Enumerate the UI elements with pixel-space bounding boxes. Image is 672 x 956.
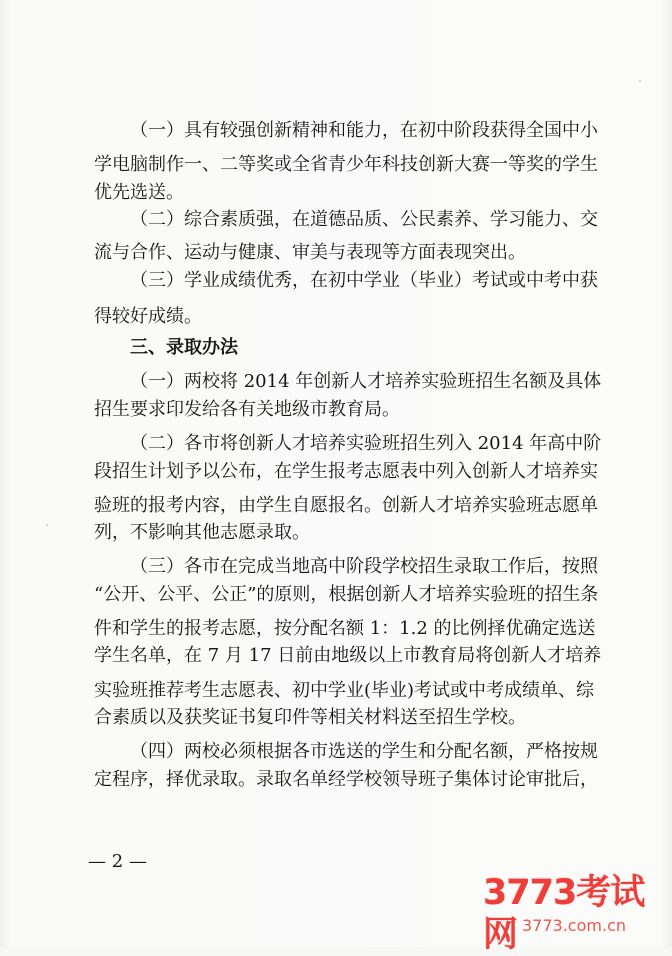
admission-paragraph-1-end: 招生要求印发给各有关地级市教育局。 xyxy=(94,399,400,420)
admission-paragraph-3-continued: “公开、公平、公正”的原则，根据创新人才培养实验班的招生条 xyxy=(94,584,599,605)
admission-paragraph-2-continued: 验班的报考内容，由学生自愿报名。创新人才培养实验班志愿单 xyxy=(94,495,598,516)
text-line xyxy=(0,302,672,332)
text-line xyxy=(0,178,672,208)
admission-paragraph-1: （一）两校将 2014 年创新人才培养实验班招生名额及具体 xyxy=(130,371,602,392)
text-line xyxy=(0,266,672,296)
paragraph-1-continued: 学电脑制作一、二等奖或全省青少年科技创新大赛一等奖的学生 xyxy=(94,154,598,175)
paragraph-2-continued: 流与合作、运动与健康、审美与表现等方面表现突出。 xyxy=(94,242,526,263)
paragraph-3: （三）学业成绩优秀，在初中学业（毕业）考试或中考中获 xyxy=(130,270,598,291)
admission-paragraph-3-continued: 实验班推荐考生志愿表、初中学业(毕业)考试或中考成绩单、综 xyxy=(94,680,595,701)
admission-paragraph-4-continued: 定程序，择优录取。录取名单经学校领导班子集体讨论审批后， xyxy=(94,769,598,790)
text-line xyxy=(0,614,672,644)
admission-paragraph-2-end: 列，不影响其他志愿录取。 xyxy=(94,522,310,543)
text-line xyxy=(0,457,672,487)
text-line xyxy=(0,116,672,146)
paragraph-1: （一）具有较强创新精神和能力，在初中阶段获得全国中小 xyxy=(130,120,598,141)
text-line xyxy=(0,641,672,671)
text-line xyxy=(0,703,672,733)
page-number: — 2 — xyxy=(88,851,147,872)
text-line xyxy=(0,205,672,235)
admission-paragraph-3-continued: 件和学生的报考志愿，按分配名额 1：1.2 的比例择优确定选送 xyxy=(94,618,596,639)
admission-paragraph-3: （三）各市在完成当地高中阶段学校招生录取工作后，按照 xyxy=(130,556,598,577)
admission-paragraph-2-continued: 段招生计划予以公布，在学生报考志愿表中列入创新人才培养实 xyxy=(94,461,598,482)
text-line xyxy=(0,395,672,425)
text-line xyxy=(0,765,672,795)
text-line xyxy=(0,491,672,521)
scan-speck xyxy=(46,524,48,526)
admission-paragraph-2: （二）各市将创新人才培养实验班招生列入 2014 年高中阶 xyxy=(130,433,602,454)
admission-paragraph-4: （四）两校必须根据各市选送的学生和分配名额，严格按规 xyxy=(130,741,598,762)
watermark-logo: 3773考试网 xyxy=(483,873,645,955)
text-line xyxy=(0,580,672,610)
text-line xyxy=(0,518,672,548)
section-heading: 三、录取办法 xyxy=(130,337,238,358)
scan-speck xyxy=(639,80,641,82)
paragraph-2: （二）综合素质强，在道德品质、公民素养、学习能力、交 xyxy=(130,209,598,230)
text-line xyxy=(0,150,672,180)
paragraph-1-end: 优先选送。 xyxy=(94,182,184,203)
admission-paragraph-3-end: 合素质以及获奖证书复印件等相关材料送至招生学校。 xyxy=(94,707,526,728)
watermark-url: 3773.com.cn xyxy=(522,916,626,935)
text-line xyxy=(0,552,672,582)
admission-paragraph-3-continued: 学生名单，在 7 月 17 日前由地级以上市教育局将创新人才培养 xyxy=(94,645,602,666)
paragraph-3-end: 得较好成绩。 xyxy=(94,306,202,327)
text-line xyxy=(0,737,672,767)
text-line xyxy=(0,367,672,397)
text-line xyxy=(0,676,672,706)
watermark xyxy=(483,872,663,955)
section-heading-line xyxy=(0,333,672,363)
text-line xyxy=(0,429,672,459)
text-line xyxy=(0,238,672,268)
